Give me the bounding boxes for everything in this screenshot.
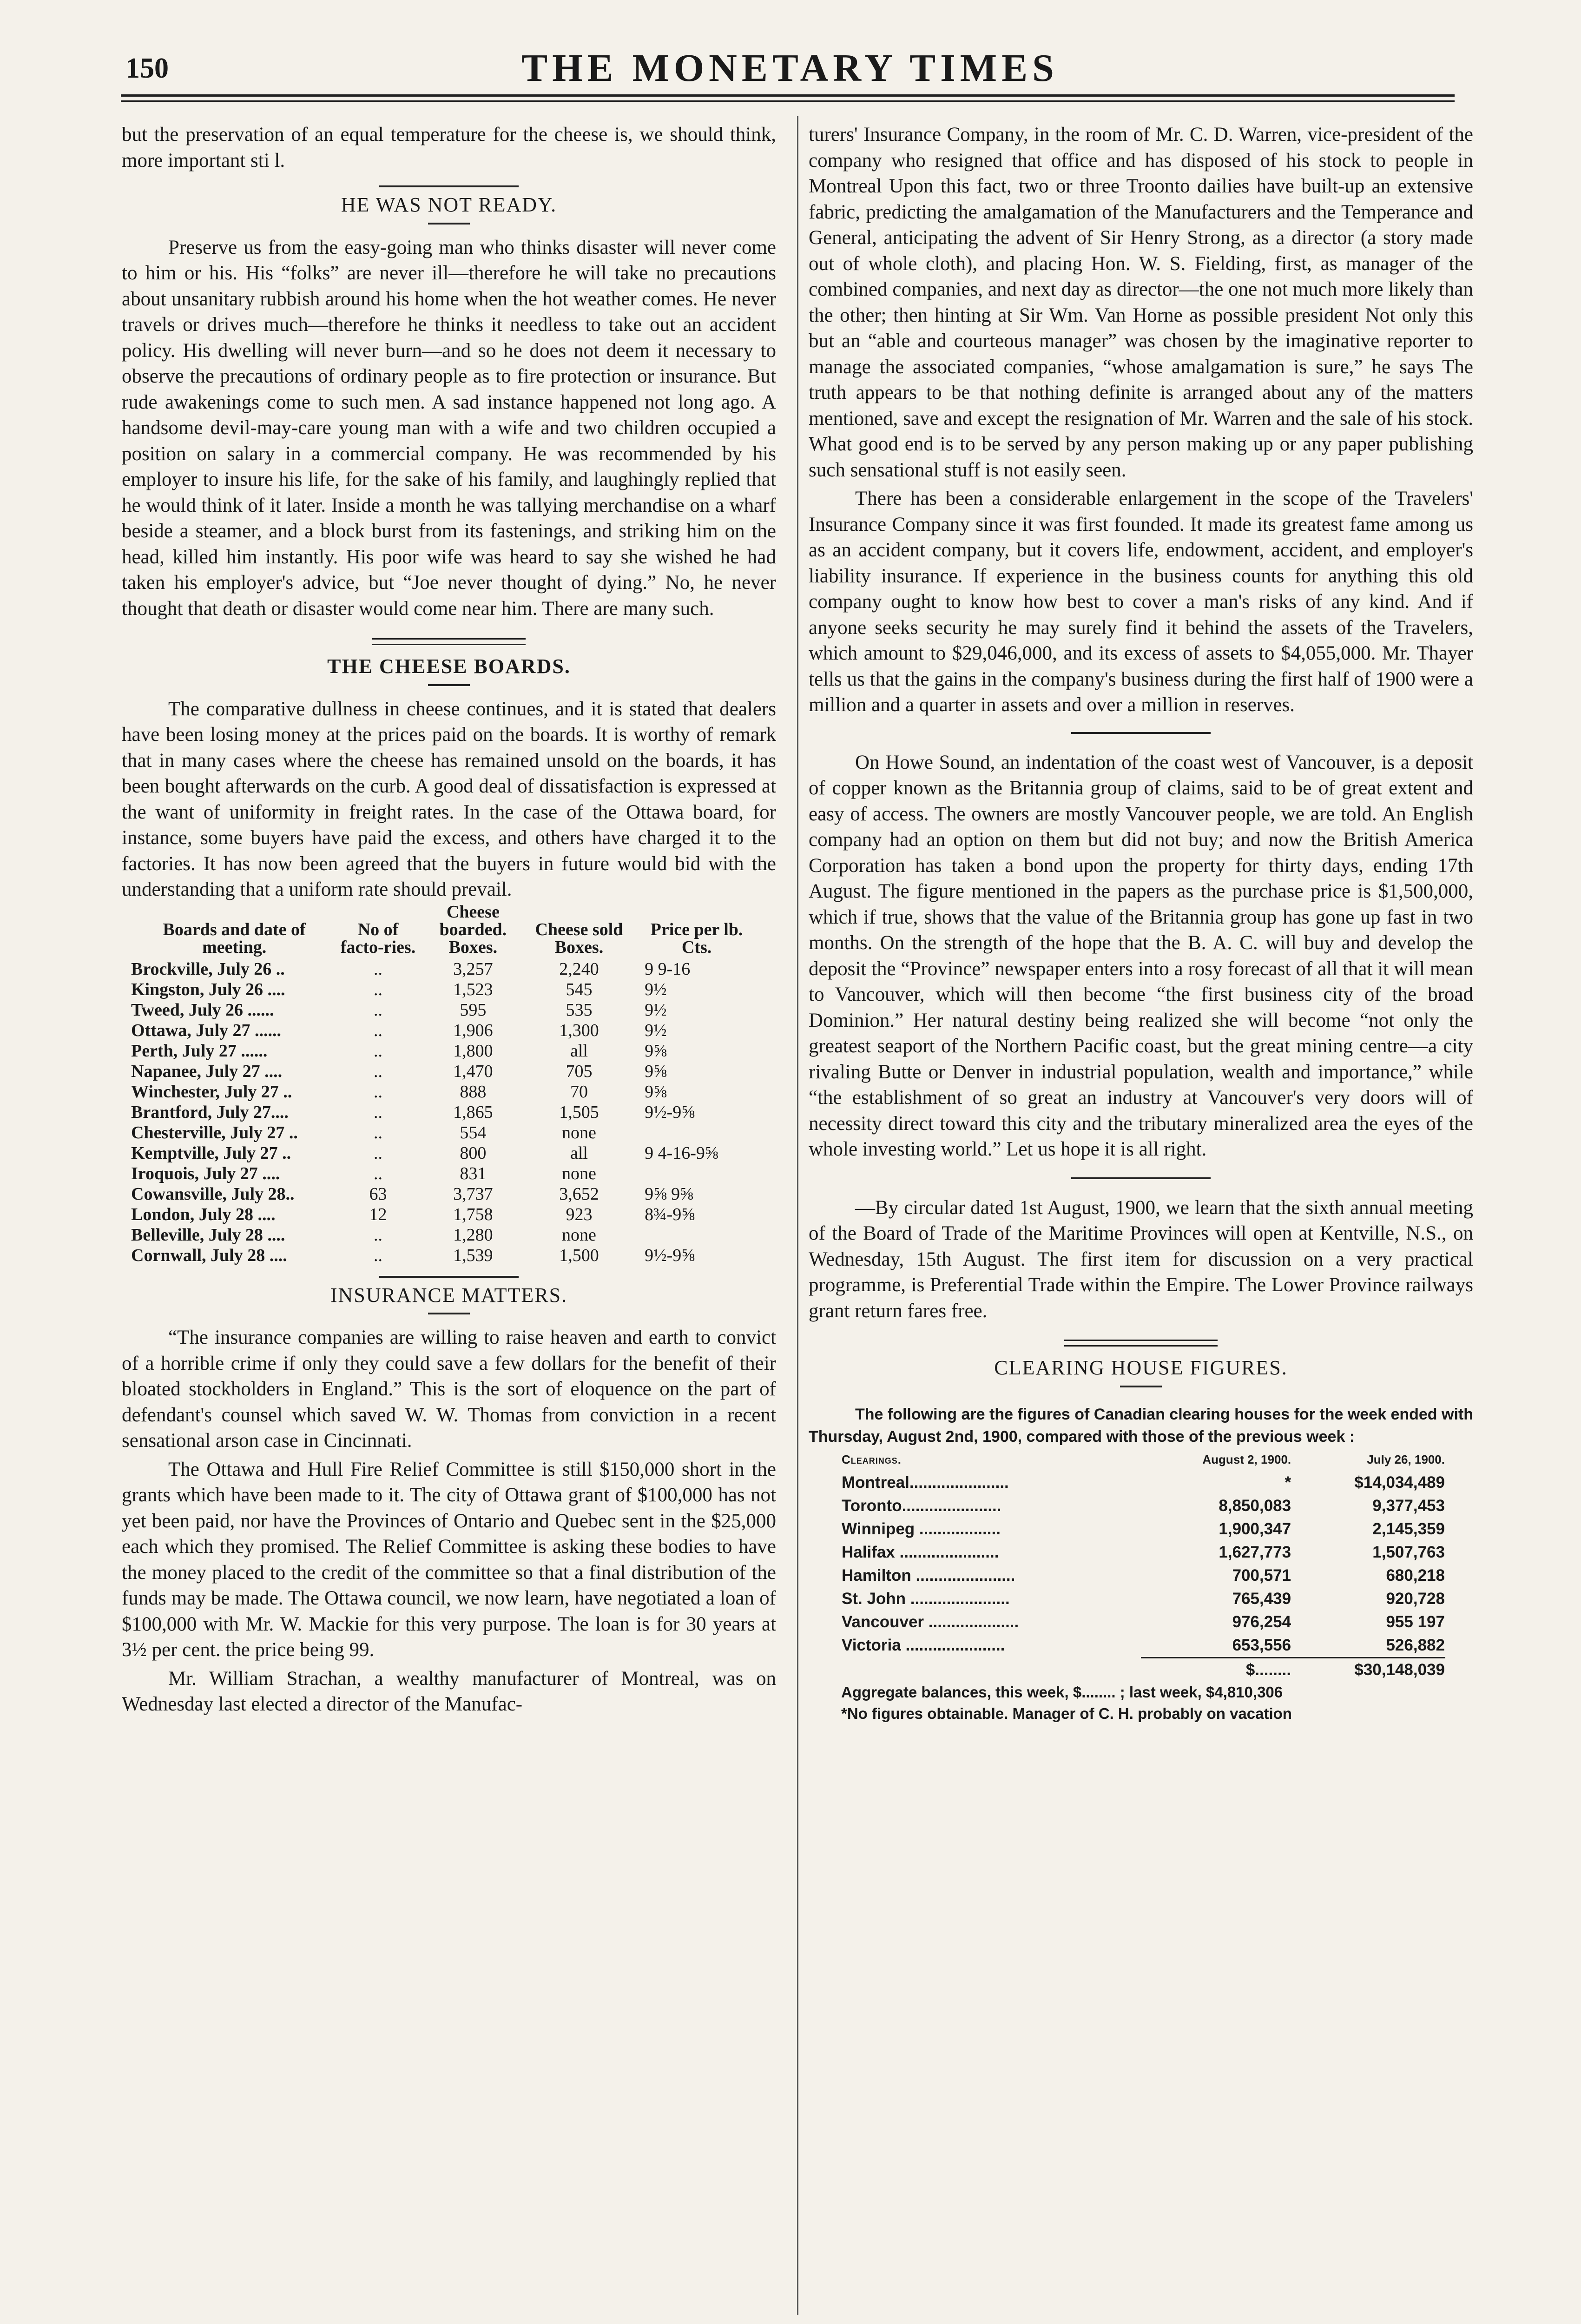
clearing-table-body	[841, 1471, 1445, 1658]
table-row	[131, 959, 749, 979]
city-cell: St. John ......................	[842, 1589, 1010, 1608]
heading-underline	[428, 684, 470, 686]
table-cell: 1,300	[559, 1020, 599, 1040]
table-cell: ..	[374, 959, 382, 979]
table-cell: all	[570, 1143, 588, 1163]
section-rule	[379, 1276, 519, 1278]
table-cell: 12	[369, 1204, 387, 1224]
city-cell: Hamilton ......................	[842, 1566, 1015, 1585]
table-cell: London, July 28 ....	[131, 1204, 276, 1224]
section-rule	[1071, 1177, 1211, 1179]
table-cell: ..	[374, 1102, 382, 1122]
table-cell: 800	[460, 1143, 487, 1163]
table-cell	[631, 1163, 749, 1184]
column-header: August 2, 1900.	[1202, 1452, 1291, 1466]
table-cell: ..	[374, 1020, 382, 1040]
table-cell: 9⅝	[645, 1082, 667, 1102]
clearing-notes	[841, 1682, 1473, 1724]
city-cell: Winnipeg ..................	[842, 1519, 1001, 1538]
clearing-intro: The following are the figures of Canadian clearing houses for the week ended with Thursday, August 2nd, 1900, compared with those of the previous week :	[809, 1405, 1473, 1446]
table-row	[841, 1541, 1445, 1564]
amount-cell: 1,507,763	[1372, 1543, 1445, 1561]
table-cell: 1,800	[453, 1041, 493, 1061]
column-divider	[797, 116, 798, 2315]
table-cell: Cowansville, July 28..	[131, 1184, 295, 1204]
table-cell: 1,865	[453, 1102, 493, 1122]
table-cell: 1,539	[453, 1245, 493, 1265]
table-cell: ..	[374, 1082, 382, 1102]
table-row	[131, 1122, 749, 1143]
city-cell: Toronto......................	[842, 1496, 1001, 1515]
table-cell: ..	[374, 1061, 382, 1081]
heading-underline	[428, 1313, 470, 1314]
table-row	[131, 1184, 749, 1204]
table-cell: 554	[460, 1122, 487, 1142]
table-cell: 705	[566, 1061, 593, 1081]
amount-cell: 700,571	[1232, 1566, 1291, 1585]
table-cell: Ottawa, July 27 ......	[131, 1020, 281, 1040]
table-cell: 2,240	[559, 959, 599, 979]
amount-cell: 955 197	[1386, 1612, 1445, 1631]
section-rule	[1071, 732, 1211, 734]
table-row	[841, 1611, 1445, 1634]
table-cell: 831	[460, 1163, 487, 1183]
table-row	[841, 1494, 1445, 1518]
table-cell: Cornwall, July 28 ....	[131, 1245, 287, 1265]
table-row	[841, 1634, 1445, 1658]
amount-cell: 920,728	[1386, 1589, 1445, 1608]
clearing-house-table	[841, 1448, 1445, 1682]
table-cell: 9½-9⅝	[645, 1245, 695, 1265]
right-column	[809, 122, 1473, 1724]
total-last-week: $30,148,039	[1291, 1657, 1445, 1682]
column-header: Clearings.	[842, 1452, 902, 1466]
table-header-row	[131, 903, 749, 959]
heading-underline	[428, 223, 470, 224]
amount-cell: 526,882	[1386, 1636, 1445, 1654]
table-row	[841, 1587, 1445, 1611]
table-cell: ..	[374, 1122, 382, 1142]
table-row	[841, 1564, 1445, 1587]
section-double-rule	[1064, 1340, 1218, 1347]
table-cell: Brantford, July 27....	[131, 1102, 289, 1122]
heading-clearing-house: CLEARING HOUSE FIGURES.	[994, 1356, 1288, 1379]
article-not-ready: Preserve us from the easy-going man who thinks disaster will never come to him or his. His “folks” are never ill—therefore he will take no precautions about unsanitary rubbish around his home when the hot weather comes. He never travels or drives much—therefore he thinks it needless to take out an accident policy. His dwelling will never burn—and so he does not deem it necessary to observe the precautions of ordinary people as to fire protection or insurance. But rude awakenings come to such men. A sad instance happened not long ago. A handsome devil-may-care young man with a wife and two children occupied a position on salary in a commercial company. He was recommended by his employer to insure his life, for the sake of his family, and laughingly replied that he would think of it later. Inside a month he was tallying merchandise on a wharf beside a steamer, and a block burst from its fastenings, and striking him on the head, killed him instantly. His poor wife was heard to say she wished he had taken his employer's advice, but “Joe never thought of dying.” No, he never thought that death or disaster would come near him. There are many such.	[122, 236, 776, 620]
table-cell: 9½	[645, 1000, 667, 1020]
table-row	[131, 1143, 749, 1163]
aggregate-balances: Aggregate balances, this week, $........ ; last week, $4,810,306	[841, 1683, 1283, 1701]
city-cell: Victoria ......................	[842, 1636, 1005, 1655]
total-spacer	[841, 1657, 1141, 1682]
table-cell: 9⅝	[645, 1061, 667, 1081]
table-row	[841, 1471, 1445, 1494]
table-cell: 9 4-16-9⅝	[645, 1143, 718, 1163]
table-row	[841, 1518, 1445, 1541]
table-cell: 3,652	[559, 1184, 599, 1204]
table-cell: Kingston, July 26 ....	[131, 979, 285, 999]
table-row	[131, 1000, 749, 1020]
table-cell: none	[562, 1225, 596, 1245]
clearing-footnote: *No figures obtainable. Manager of C. H. probably on vacation	[841, 1704, 1292, 1722]
table-cell: 1,470	[453, 1061, 493, 1081]
table-cell: Winchester, July 27 ..	[131, 1082, 292, 1102]
heading-not-ready: HE WAS NOT READY.	[341, 193, 557, 216]
table-cell: 595	[460, 1000, 487, 1020]
total-this-week: $........	[1141, 1657, 1291, 1682]
amount-cell: 680,218	[1386, 1566, 1445, 1585]
heading-cheese-boards: THE CHEESE BOARDS.	[327, 655, 571, 678]
table-cell: 9½	[645, 1020, 667, 1040]
table-cell	[631, 1225, 749, 1245]
table-cell: 535	[566, 1000, 593, 1020]
header-rule	[121, 94, 1455, 97]
table-cell	[631, 1122, 749, 1143]
table-cell: ..	[374, 1041, 382, 1061]
table-cell: 1,523	[453, 979, 493, 999]
amount-cell: 8,850,083	[1219, 1496, 1291, 1515]
table-row	[131, 1204, 749, 1225]
table-cell: ..	[374, 1225, 382, 1245]
section-double-rule	[372, 638, 526, 645]
table-row	[131, 1163, 749, 1184]
table-cell: 1,758	[453, 1204, 493, 1224]
table-cell: all	[570, 1041, 588, 1061]
table-cell: 3,257	[453, 959, 493, 979]
table-row	[131, 1082, 749, 1102]
table-row	[131, 1020, 749, 1041]
header-rule-thin	[121, 100, 1455, 102]
table-cell: Belleville, July 28 ....	[131, 1225, 285, 1245]
table-row	[131, 1245, 749, 1266]
amount-cell: 765,439	[1232, 1589, 1291, 1608]
total-row	[841, 1657, 1445, 1682]
table-cell: 8¾-9⅝	[645, 1204, 695, 1224]
table-cell: 70	[570, 1082, 588, 1102]
column-header: Price per lb. Cts.	[650, 919, 743, 957]
city-cell: Vancouver ....................	[842, 1612, 1019, 1631]
column-header: No of facto-ries.	[340, 919, 416, 957]
amount-cell: 1,900,347	[1219, 1519, 1291, 1538]
cheese-table-body	[131, 959, 749, 1266]
table-cell: none	[562, 1122, 596, 1142]
heading-underline	[1120, 1386, 1162, 1387]
amount-cell: 2,145,359	[1372, 1519, 1445, 1538]
amount-cell: 1,627,773	[1219, 1543, 1291, 1561]
table-cell: ..	[374, 1143, 382, 1163]
left-column	[122, 122, 776, 1717]
table-cell: 9⅝ 9⅝	[645, 1184, 693, 1204]
table-cell: Chesterville, July 27 ..	[131, 1122, 298, 1142]
table-cell: Iroquois, July 27 ....	[131, 1163, 280, 1183]
heading-insurance-matters: INSURANCE MATTERS.	[330, 1283, 568, 1307]
amount-cell: $14,034,489	[1354, 1473, 1445, 1492]
table-cell: ..	[374, 1163, 382, 1183]
table-row	[131, 1225, 749, 1245]
table-cell: 9⅝	[645, 1041, 667, 1061]
amount-cell: *	[1285, 1473, 1291, 1492]
table-cell: 1,505	[559, 1102, 599, 1122]
insurance-paragraph-1: “The insurance companies are willing to raise heaven and earth to convict of a horrible crime if only they could save a few dollars for the benefit of their bloated stockholders in England.” This is the sort of eloquence on the part of defendant's counsel which saved W. W. Thomas from conviction in a recent sensational arson case in Cincinnati.	[122, 1327, 776, 1452]
column-header: Cheese sold Boxes.	[535, 919, 623, 957]
table-cell: 888	[460, 1082, 487, 1102]
amount-cell: 653,556	[1232, 1636, 1291, 1654]
cheese-boards-table	[131, 903, 749, 1266]
table-cell: ..	[374, 1000, 382, 1020]
table-cell: Kemptville, July 27 ..	[131, 1143, 291, 1163]
table-cell: 3,737	[453, 1184, 493, 1204]
column-header: July 26, 1900.	[1367, 1452, 1445, 1466]
continued-paragraph: but the preservation of an equal temperature for the cheese is, we should think, more important sti l.	[122, 124, 776, 172]
insurance-paragraph-2: The Ottawa and Hull Fire Relief Committee is still $150,000 short in the grants which have been made to it. The city of Ottawa grant of $100,000 has not yet been paid, nor have the Provinces of Ontario and Quebec sent in the $25,000 each which they promised. The Relief Committee is asking these bodies to have the money placed to the credit of the committee so that a final distribution of the funds may be made. The Ottawa council, we now learn, have negotiated a loan of $100,000 with Mr. W. Mackie for this very purpose. The loan is for 30 years at 3½ per cent. the price being 99.	[122, 1458, 776, 1661]
table-cell: none	[562, 1163, 596, 1183]
table-cell: Perth, July 27 ......	[131, 1041, 268, 1061]
table-cell: 9½-9⅝	[645, 1102, 695, 1122]
amount-cell: 9,377,453	[1372, 1496, 1445, 1515]
board-of-trade-paragraph: —By circular dated 1st August, 1900, we learn that the sixth annual meeting of the Board of Trade of the Maritime Provinces will open at Kentville, N.S., on Wednesday, 15th August. The first item for discussion on a very practical programme, is Preferential Trade within the Empire. The Lower Province railways grant return fares free.	[809, 1196, 1473, 1322]
table-cell: 9 9-16	[645, 959, 691, 979]
table-row	[131, 1061, 749, 1082]
table-cell: 9½	[645, 979, 667, 999]
insurance-paragraph-3: Mr. William Strachan, a wealthy manufacturer of Montreal, was on Wednesday last elected a director of the Manufac-	[122, 1667, 776, 1715]
table-cell: 1,280	[453, 1225, 493, 1245]
howe-sound-paragraph: On Howe Sound, an indentation of the coast west of Vancouver, is a deposit of copper known as the Britannia group of claims, said to be of great extent and easy of access. The owners are mostly Vancouver people, we are told. An English company had an option on them but did not buy; and now the British America Corporation has taken a bond upon the property for thirty days, ending 17th August. The figure mentioned in the papers as the purchase price is $1,500,000, which if true, shows that the value of the Britannia group has gone up fast in two months. On the strength of the hope that the B. A. C. will buy and develop the deposit the “Province” newspaper enters into a rosy forecast of all that it will mean to Vancouver, which will then become “the first business city of the broad Dominion.” Her natural destiny being realized she will become “not only the greatest seaport of the Northern Pacific coast, but the great mining centre—a city rivaling Butte or Denver in industrial population, wealth and importance,” while “the establishment of so great an industry at Vancouver's very doors will of necessity direct toward this city and the tributary mineralized area the eyes of the whole investing world.” Let us hope it is all right.	[809, 751, 1473, 1160]
article-cheese-boards: The comparative dullness in cheese continues, and it is stated that dealers have been losing money at the prices paid on the boards. It is worthy of remark that in many cases where the cheese has remained unsold on the boards, it has been bought afterwards on the curb. A good deal of dissatisfaction is expressed at the want of uniformity in freight rates. In the case of the Ottawa board, for instance, some buyers have paid the excess, and others have charged it to the factories. It has now been agreed that the buyers in future would bid with the understanding that a uniform rate should prevail.	[122, 698, 776, 900]
table-header-row	[841, 1448, 1445, 1471]
table-row	[131, 1041, 749, 1061]
table-cell: Tweed, July 26 ......	[131, 1000, 274, 1020]
insurance-continued-paragraph: turers' Insurance Company, in the room of Mr. C. D. Warren, vice-president of the company who resigned that office and has disposed of his stock to people in Montreal Upon this fact, two or three Troonto dailies have built-up an extensive fabric, predicting the amalgamation of the Manufacturers and the Temperance and General, anticipating the advent of Sir Henry Strong, as a director (a story made out of whole cloth), and placing Hon. W. S. Fielding, first, as manager of the combined companies, and next day as director—the one not much more likely than the other; then hinting at Sir Wm. Van Horne as possible president Not only this but an “able and courteous manager” was chosen by the imaginative reporter to manage the associated companies, “whose amalgamation is sure,” he says The truth appears to be that nothing definite is arranged about any of the matters mentioned, save and except the resignation of Mr. Warren and the sale of his stock. What good end is to be served by any person making up or any paper publishing such sensational stuff is not easily seen.	[809, 124, 1473, 481]
table-cell: Napanee, July 27 ....	[131, 1061, 283, 1081]
table-cell: 1,500	[559, 1245, 599, 1265]
table-cell: ..	[374, 979, 382, 999]
table-cell: 63	[369, 1184, 387, 1204]
page-number: 150	[125, 53, 169, 84]
table-cell: Brockville, July 26 ..	[131, 959, 285, 979]
city-cell: Halifax ......................	[842, 1543, 999, 1561]
table-row	[131, 1102, 749, 1122]
amount-cell: 976,254	[1232, 1612, 1291, 1631]
city-cell: Montreal......................	[842, 1473, 1009, 1492]
table-cell: 545	[566, 979, 593, 999]
travelers-paragraph: There has been a considerable enlargement in the scope of the Travelers' Insurance Company since it was first founded. It made its greatest fame among us as an accident company, but it covers life, endowment, accident, and employer's liability insurance. If experience in the business counts for anything this old company ought to know how best to cover a man's risks of any kind. And if anyone seeks security he may surely find it behind the assets of the Travelers, which amount to $29,046,000, and its excess of assets to $4,055,000. Mr. Thayer tells us that the gains in the company's business during the first half of 1900 were a million and a quarter in assets and over a million in reserves.	[809, 488, 1473, 716]
masthead: THE MONETARY TIMES	[521, 46, 1059, 90]
table-cell: ..	[374, 1245, 382, 1265]
table-cell: 923	[566, 1204, 593, 1224]
section-rule	[379, 185, 519, 187]
column-header: Boards and date of meeting.	[163, 919, 306, 957]
table-cell: 1,906	[453, 1020, 493, 1040]
table-row	[131, 979, 749, 1000]
column-header: Cheese boarded. Boxes.	[439, 902, 507, 957]
